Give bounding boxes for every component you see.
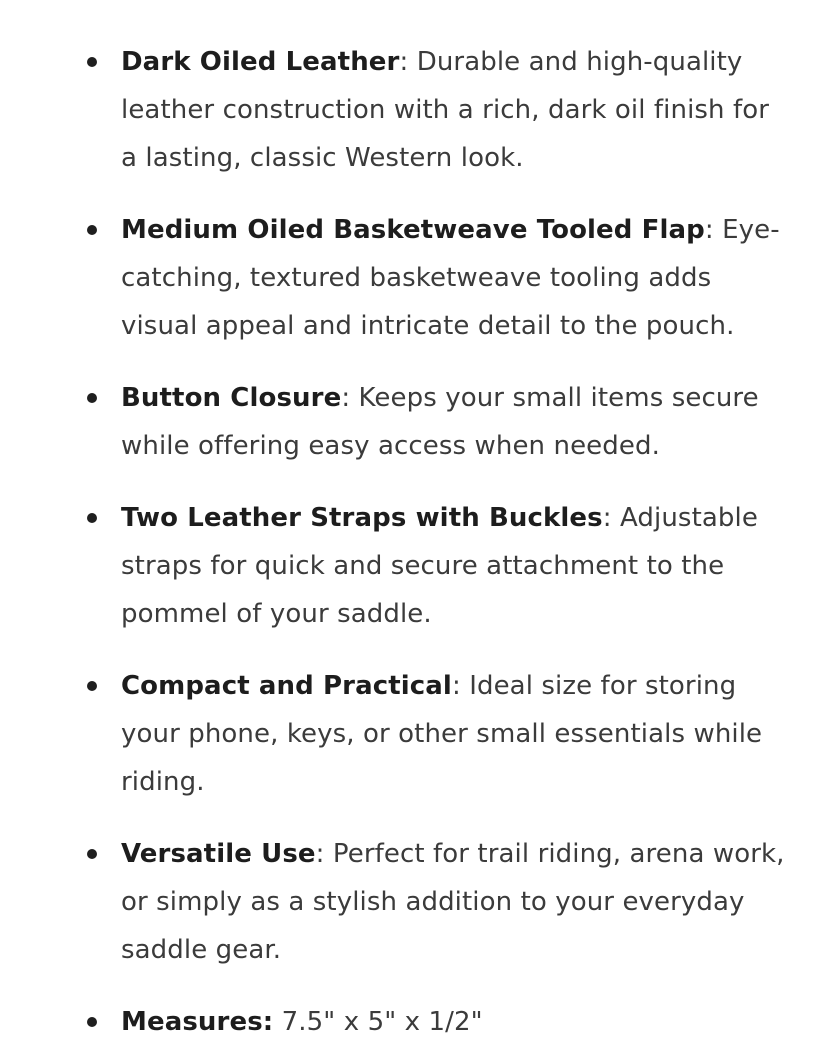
feature-title: Versatile Use (121, 839, 316, 869)
feature-description: 7.5" x 5" x 1/2" (273, 1007, 483, 1037)
feature-description: Ideal size for storing your phone, keys, or other small essentials while riding. (121, 671, 763, 797)
feature-separator: : (602, 503, 612, 533)
feature-title: Medium Oiled Basketweave Tooled Flap (121, 215, 705, 245)
feature-description: Perfect for trail riding, arena work, or simply as a stylish addition to your everyday saddle gear. (121, 839, 785, 965)
feature-description: Adjustable straps for quick and secure attachment to the pommel of your saddle. (121, 503, 758, 629)
feature-description: Keeps your small items secure while offering easy access when needed. (121, 383, 759, 461)
feature-title: Dark Oiled Leather (121, 47, 400, 77)
bullet-icon (87, 849, 97, 859)
feature-item-dark-oiled-leather (0, 38, 828, 182)
feature-description: Eye-catching, textured basketweave tooling adds visual appeal and intricate detail to the pouch. (121, 215, 780, 341)
feature-title: Compact and Practical (121, 671, 452, 701)
feature-item-versatile-use (0, 830, 828, 974)
bullet-icon (87, 681, 97, 691)
bullet-icon (87, 393, 97, 403)
feature-item-basketweave-flap (0, 206, 828, 350)
feature-title: Button Closure (121, 383, 342, 413)
bullet-icon (87, 1017, 97, 1027)
feature-item-compact-practical (0, 662, 828, 806)
feature-separator: : (315, 839, 325, 869)
feature-title: Measures: (121, 1007, 274, 1037)
feature-description: Durable and high-quality leather construction with a rich, dark oil finish for a lasting, classic Western look. (121, 47, 770, 173)
feature-separator: : (704, 215, 714, 245)
feature-separator: : (399, 47, 409, 77)
bullet-icon (87, 225, 97, 235)
bullet-icon (87, 57, 97, 67)
feature-item-button-closure (0, 374, 828, 470)
feature-title: Two Leather Straps with Buckles (121, 503, 603, 533)
feature-separator: : (451, 671, 461, 701)
feature-separator: : (341, 383, 351, 413)
feature-item-leather-straps (0, 494, 828, 638)
bullet-icon (87, 513, 97, 523)
feature-item-measures (0, 998, 828, 1046)
